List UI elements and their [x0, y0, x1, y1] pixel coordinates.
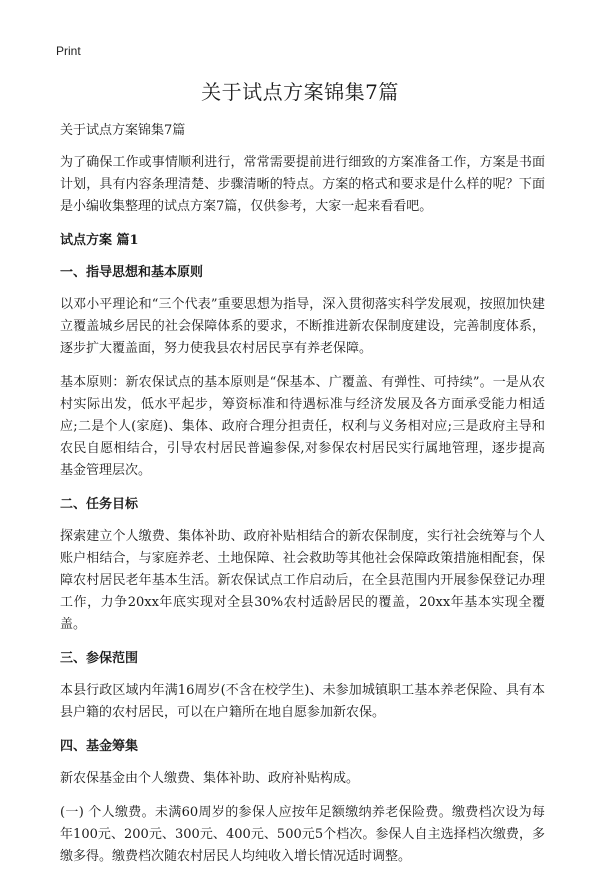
document-body: [60, 120, 545, 880]
document-subtitle: 关于试点方案锦集7篇: [60, 123, 186, 138]
paragraph-guiding-ideology: 以邓小平理论和“三个代表”重要思想为指导，深入贯彻落实科学发展观，按照加快建立覆盖城乡居民的社会保障体系的要求，不断推进新农保制度建设，完善制度体系，逐步扩大覆盖面，努力使我县农村居民享有养老保障。: [60, 297, 545, 356]
heading-guiding-principles: 一、指导思想和基本原则: [60, 265, 204, 280]
heading-task-goals: 二、任务目标: [60, 497, 139, 512]
heading-fund-raising: 四、基金筹集: [60, 739, 139, 754]
section-title: 试点方案 篇1: [60, 233, 139, 248]
paragraph-individual-contribution: (一) 个人缴费。未满60周岁的参保人应按年足额缴纳养老保险费。缴费档次设为每年100元、200元、300元、400元、500元5个档次。参保人自主选择档次缴费，多缴多得。缴费档次随农村居民人均纯收入增长情况适时调整。: [60, 805, 545, 864]
document-title: 关于试点方案锦集7篇: [201, 80, 399, 104]
heading-coverage-scope: 三、参保范围: [60, 651, 139, 666]
paragraph-fund-composition: 新农保基金由个人缴费、集体补助、政府补贴构成。: [60, 771, 360, 786]
paragraph-basic-principles: 基本原则：新农保试点的基本原则是“保基本、广覆盖、有弹性、可持续”。一是从农村实际出发，低水平起步，筹资标准和待遇标准与经济发展及各方面承受能力相适应;二是个人(家庭)、集体、政府合理分担责任，权利与义务相对应;三是政府主导和农民自愿相结合，引导农村居民普遍参保,对参保农村居民实行属地管理，逐步提高基金管理层次。: [60, 375, 545, 478]
paragraph-task-goals: 探索建立个人缴费、集体补助、政府补贴相结合的新农保制度，实行社会统筹与个人账户相结合，与家庭养老、土地保障、社会救助等其他社会保障政策措施相配套，保障农村居民老年基本生活。新农保试点工作启动后，在全县范围内开展参保登记办理工作，力争20xx年底实现对全县30%农村适龄居民的覆盖，20xx年基本实现全覆盖。: [60, 529, 545, 632]
print-link[interactable]: Print: [56, 44, 81, 58]
intro-paragraph: 为了确保工作或事情顺利进行，常常需要提前进行细致的方案准备工作，方案是书面计划，具有内容条理清楚、步骤清晰的特点。方案的格式和要求是什么样的呢？下面是小编收集整理的试点方案7篇，仅供参考，大家一起来看看吧。: [60, 155, 545, 214]
paragraph-coverage-scope: 本县行政区域内年满16周岁(不含在校学生)、未参加城镇职工基本养老保险、具有本县户籍的农村居民，可以在户籍所在地自愿参加新农保。: [60, 683, 545, 720]
